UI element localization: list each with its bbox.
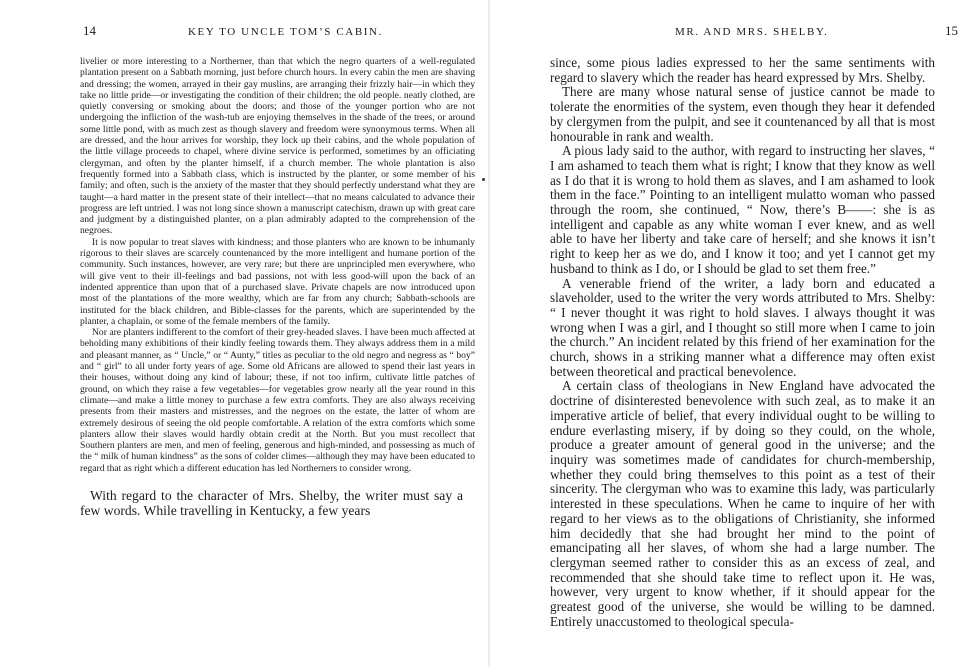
paragraph: A pious lady said to the author, with regard to instructing her slaves, “ I am ashamed to teach them what is right; I know that they know as well as I do that it is wrong to hold them as slaves, and I am ashamed to look them in the face.” Pointing to an intelligent mulatto woman who passed through the room, she continued, “ Now, there’s B——: she is as intelligent and capable as any white woman I ever knew, and as well able to have her liberty and take care of herself; and she knows it isn’t right to keep her as we do, and I know it too; and yet I cannot get my husband to think as I do, or I should be glad to set them free.” [550, 143, 935, 276]
right-running-head [550, 23, 980, 56]
left-running-title: KEY TO UNCLE TOM’S CABIN. [188, 26, 383, 38]
left-running-head [80, 23, 490, 56]
small-paragraph: livelier or more interesting to a Northerner, than that which the negro quarters of a well-regulated plantation present on a Sabbath morning, just before church hours. In every cabin the men are shaving and dressing; the women, arrayed in their gay muslins, are arranging their frizzly hair—in which they take no little pride—or investigating the condition of their children; the old people. neatly clothed, are quietly conversing or smoking about the doors; and those of the younger portion who are not undergoing the infliction of the wash-tub are enjoying themselves in the shade of the trees, or around some little pond, with as much zest as though slavery and freedom were synonymous terms. When all are dressed, and the hour arrives for worship, they lock up their cabins, and the whole population of the little village proceeds to chapel, where divine service is performed, sometimes by an officiating clergyman, and often by the planter himself, if a church member. The whole plantation is also frequently formed into a Sabbath class, which is instructed by the planter, or some member of his family; and often, such is the anxiety of the master that they should perfectly understand what they are taught—a hard matter in the present state of their intellect—that no means calculated to advance their progress are left untried. I was not long since shown a manuscript catechism, drawn up with great care and judgment by a distinguished planter, on a plan admirably adapted to the comprehension of the negroes. [80, 56, 475, 237]
paragraph: A venerable friend of the writer, a lady born and educated a slaveholder, used to the writer the very words attributed to Mrs. Shelby: “ I never thought it was right to hold slaves. I always thought it was wrong when I was a girl, and I thought so still more when I came to join the church.” An incident related by this friend of her examination for the church, shows in a striking manner what a difference may often exist between theoretical and practical benevolence. [550, 275, 935, 379]
left-large-text-block [80, 488, 463, 519]
small-paragraph: It is now popular to treat slaves with kindness; and those planters who are known to be inhumanly rigorous to their slaves are scarcely countenanced by the more intelligent and humane portion of the community. Such instances, however, are very rare; but there are unprincipled men everywhere, who will give vent to their ill-feelings and bad passions, not with less good-will upon the back of an indented apprentice than upon that of a purchased slave. Private chapels are now introduced upon most of the plantations of the more wealthy, which are far from any church; Sabbath-schools are instituted for the black children, and Bible-classes for the parents, which are superintended by the planter, a chaplain, or some of the female members of the family. [80, 236, 475, 327]
left-page-number: 14 [83, 23, 96, 38]
right-page-number: 15 [945, 23, 958, 38]
paragraph: since, some pious ladies expressed to her the same sentiments with regard to slavery which the reader has heard expressed by Mrs. Shelby. [550, 55, 935, 85]
right-page [490, 0, 980, 667]
paragraph: A certain class of theologians in New England have advocated the doctrine of disinterested benevolence with such zeal, as to make it an imperative article of belief, that every individual ought to be willing to endure everlasting misery, if by doing so they could, on the whole, produce a greater amount of general good in the universe; and the inquiry was sometimes made of candidates for church-membership, whether they could bring themselves to this point as a test of their sincerity. The clergyman who was to examine this lady, was particularly interested in these speculations. When he came to inquire of her with regard to her views as to the obligations of Christianity, she informed him decidedly that she had brought her mind to the point of emancipating all her slaves, of whom she had a large number. The clergyman seemed rather to consider this as an excess of zeal, and recommended that she should take time to reflect upon it. He was, however, very urgent to know whether, if it should appear for the greatest good of the universe, she would be willing to be damned. Entirely unaccustomed to theological specula- [550, 378, 935, 629]
right-running-title: MR. AND MRS. SHELBY. [675, 26, 829, 38]
print-speck [482, 178, 485, 181]
large-paragraph: With regard to the character of Mrs. Shelby, the writer must say a few words. While travelling in Kentucky, a few years [80, 487, 463, 519]
right-text-block [550, 56, 935, 629]
left-small-text-block [80, 56, 475, 474]
small-paragraph: Nor are planters indifferent to the comfort of their grey-headed slaves. I have been much affected at beholding many exhibitions of their kindly feeling towards them. They always address them in a mild and pleasant manner, as “ Uncle,” or “ Aunty,” titles as peculiar to the old negro and negress as “ boy” and “ girl” to all under forty years of age. Some old Africans are allowed to spend their last years in their houses, without doing any kind of labour; these, if not too infirm, cultivate little patches of ground, on which they raise a few vegetables—for vegetables grow nearly all the year round in this climate—and make a little money to purchase a few extra comforts. They are also always receiving presents from their masters and mistresses, and the negroes on the estate, the latter of whom are extremely desirous of seeing the old people comfortable. A relation of the extra comforts which some planters allow their slaves would hardly obtain credit at the North. But you must recollect that Southern planters are men, and men of feeling, generous and high-minded, and possessing as much of the “ milk of human kindness” as the sons of colder climes—although they may have been educated to regard that as right which a different education has led Northerners to consider wrong. [80, 327, 475, 474]
paragraph: There are many whose natural sense of justice cannot be made to tolerate the enormities of the system, even though they hear it defended by clergymen from the pulpit, and see it countenanced by all that is most honourable in rank and wealth. [550, 84, 935, 144]
